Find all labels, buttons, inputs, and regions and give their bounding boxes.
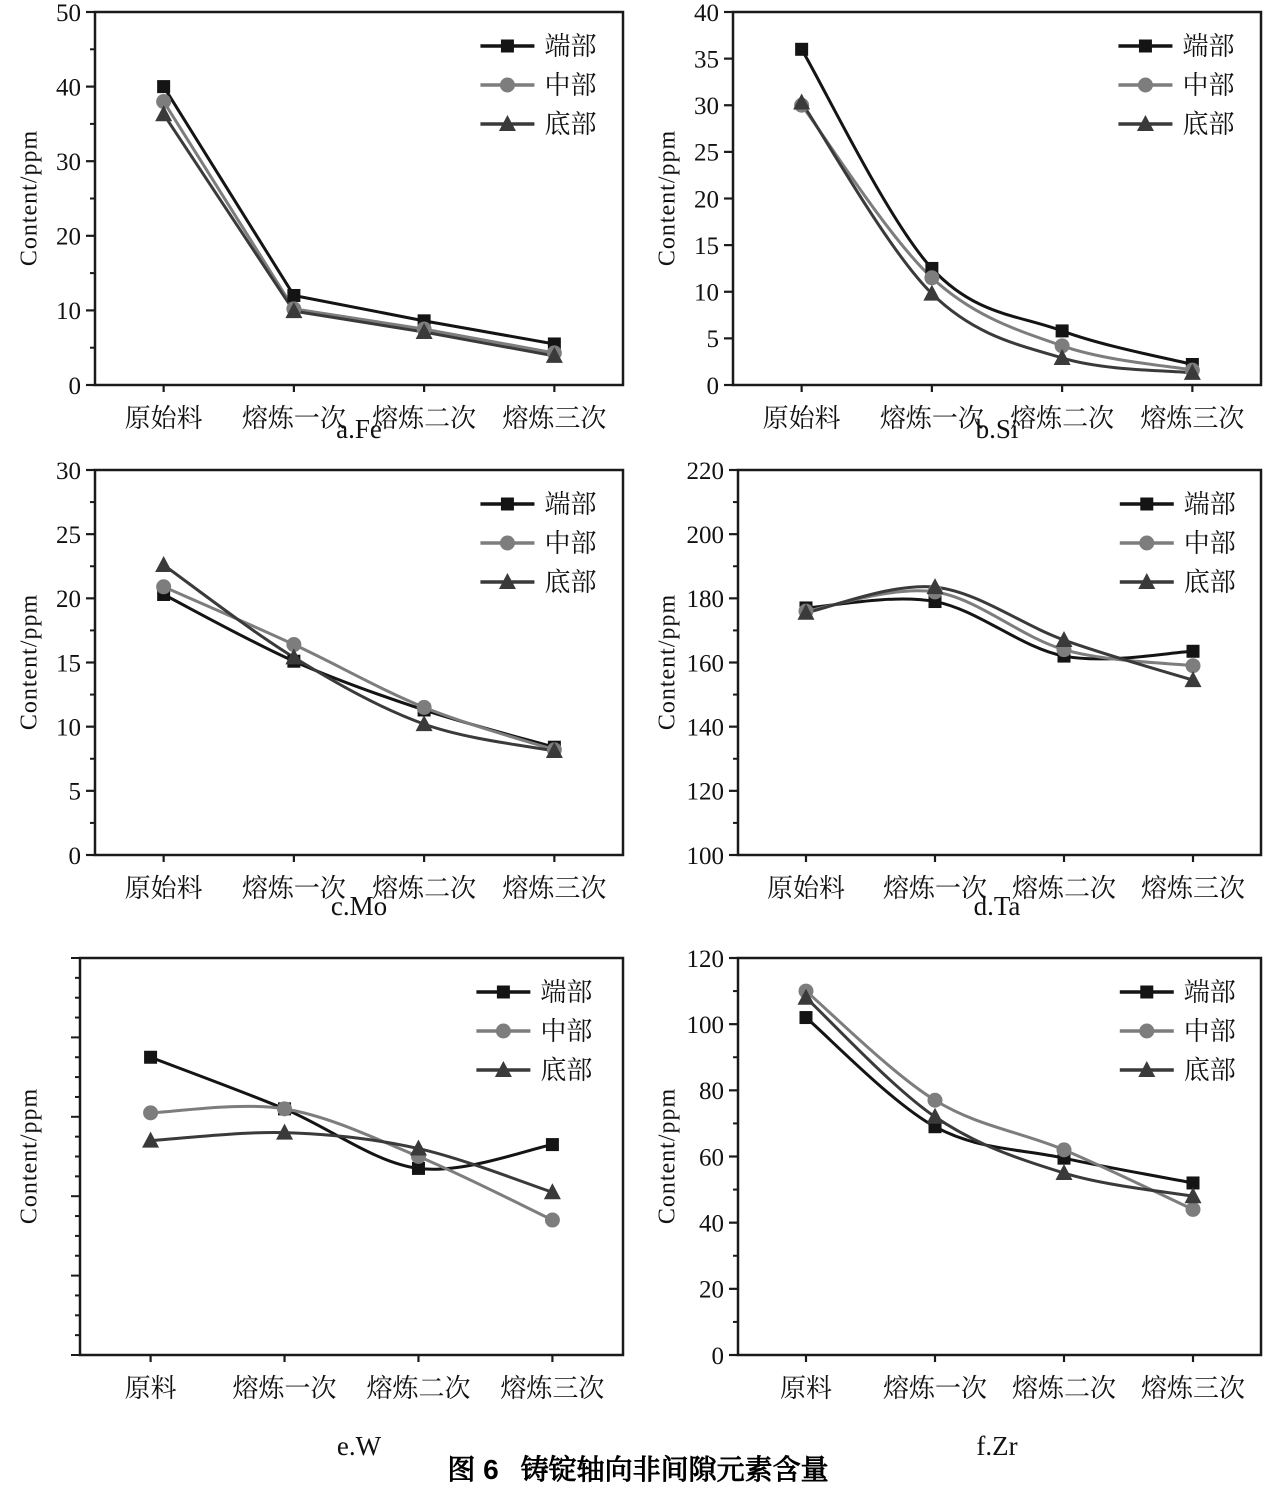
svg-text:中部: 中部 (1183, 529, 1236, 559)
svg-text:熔炼三次: 熔炼三次 (1141, 874, 1246, 903)
y-axis-title-d: Content/ppm (654, 593, 681, 731)
svg-text:底部: 底部 (544, 568, 597, 598)
svg-text:中部: 中部 (544, 529, 597, 559)
subcaption-a: a.Fe (336, 414, 382, 444)
svg-text:原始料: 原始料 (766, 874, 845, 903)
svg-text:30: 30 (56, 148, 81, 176)
svg-text:原料: 原料 (779, 1374, 832, 1403)
svg-text:5: 5 (68, 778, 81, 806)
svg-text:中部: 中部 (540, 1017, 593, 1047)
svg-text:底部: 底部 (544, 110, 597, 140)
svg-text:熔炼一次: 熔炼一次 (232, 1374, 337, 1403)
subcaption-e: e.W (336, 1431, 382, 1461)
svg-text:熔炼一次: 熔炼一次 (882, 1374, 988, 1403)
subcaption-c: c.Mo (330, 891, 388, 921)
y-axis-title-c: Content/ppm (16, 593, 43, 731)
subcaption-f: f.Zr (976, 1431, 1018, 1461)
svg-text:10: 10 (56, 714, 81, 742)
chart-b-si (638, 0, 1276, 450)
svg-text:熔炼二次: 熔炼二次 (366, 1374, 471, 1403)
chart-c-mo (0, 450, 638, 930)
svg-text:0: 0 (68, 842, 81, 870)
svg-text:40: 40 (694, 0, 719, 27)
svg-text:25: 25 (694, 139, 719, 167)
svg-text:20: 20 (694, 186, 719, 214)
svg-text:熔炼一次: 熔炼一次 (879, 404, 984, 433)
subcaption-d: d.Ta (973, 891, 1021, 921)
svg-text:原始料: 原始料 (762, 404, 841, 433)
svg-text:底部: 底部 (540, 1056, 593, 1086)
y-axis-title-a: Content/ppm (16, 129, 43, 267)
chart-d-ta (638, 450, 1276, 930)
svg-text:熔炼一次: 熔炼一次 (882, 874, 988, 903)
svg-text:0: 0 (711, 1342, 724, 1370)
svg-text:端部: 端部 (544, 32, 597, 62)
svg-text:120: 120 (686, 778, 724, 806)
svg-text:15: 15 (694, 232, 719, 260)
svg-text:原始料: 原始料 (124, 404, 203, 433)
svg-text:端部: 端部 (540, 978, 593, 1008)
svg-text:10: 10 (56, 298, 81, 326)
chart-e-w-canvas (0, 930, 638, 1491)
chart-a-fe (0, 0, 638, 450)
figure-number: 图 6 (447, 1454, 499, 1485)
svg-text:80: 80 (699, 1078, 724, 1106)
svg-text:熔炼二次: 熔炼二次 (372, 874, 477, 903)
svg-text:端部: 端部 (1183, 490, 1236, 520)
svg-text:180: 180 (686, 586, 724, 614)
svg-text:熔炼二次: 熔炼二次 (372, 404, 477, 433)
svg-text:熔炼三次: 熔炼三次 (1141, 1374, 1246, 1403)
chart-e-w (0, 930, 638, 1491)
y-axis-title-e: Content/ppm (16, 1087, 43, 1225)
svg-text:60: 60 (699, 1144, 724, 1172)
svg-text:中部: 中部 (544, 71, 597, 101)
svg-text:20: 20 (56, 223, 81, 251)
svg-text:中部: 中部 (1183, 1017, 1236, 1047)
y-axis-title-f: Content/ppm (654, 1087, 681, 1225)
svg-text:底部: 底部 (1182, 110, 1235, 140)
svg-text:40: 40 (56, 74, 81, 102)
svg-text:熔炼二次: 熔炼二次 (1010, 404, 1115, 433)
svg-text:原料: 原料 (124, 1374, 177, 1403)
svg-text:15: 15 (56, 650, 81, 678)
svg-text:30: 30 (694, 93, 719, 120)
chart-d-ta-canvas (638, 450, 1276, 930)
chart-c-mo-canvas (0, 450, 638, 930)
svg-text:0: 0 (68, 372, 81, 400)
svg-text:220: 220 (686, 457, 724, 485)
svg-text:25: 25 (56, 521, 81, 549)
svg-text:10: 10 (694, 279, 719, 307)
chart-a-fe-canvas (0, 0, 638, 450)
figure-caption (0, 1448, 1276, 1488)
chart-f-zr-canvas (638, 930, 1276, 1491)
svg-text:熔炼三次: 熔炼三次 (1140, 404, 1245, 433)
figure-title: 铸锭轴向非间隙元素含量 (520, 1454, 829, 1485)
svg-text:30: 30 (56, 457, 81, 485)
svg-text:熔炼一次: 熔炼一次 (241, 874, 346, 903)
svg-text:40: 40 (699, 1210, 724, 1238)
subcaption-b: b.Si (975, 414, 1019, 444)
svg-text:原始料: 原始料 (124, 874, 203, 903)
svg-text:35: 35 (694, 46, 719, 74)
svg-text:熔炼二次: 熔炼二次 (1011, 874, 1117, 903)
svg-text:5: 5 (706, 326, 719, 354)
svg-text:端部: 端部 (544, 490, 597, 520)
svg-text:熔炼一次: 熔炼一次 (241, 404, 346, 433)
svg-text:端部: 端部 (1182, 32, 1235, 62)
svg-text:50: 50 (56, 0, 81, 27)
chart-b-si-canvas (638, 0, 1276, 450)
svg-text:端部: 端部 (1183, 978, 1236, 1008)
svg-text:200: 200 (686, 521, 724, 549)
svg-text:熔炼三次: 熔炼三次 (500, 1374, 605, 1403)
svg-text:中部: 中部 (1182, 71, 1235, 101)
svg-text:底部: 底部 (1183, 1056, 1236, 1086)
svg-text:0: 0 (706, 372, 719, 400)
chart-f-zr (638, 930, 1276, 1491)
svg-text:100: 100 (686, 842, 724, 870)
svg-text:100: 100 (686, 1011, 724, 1039)
svg-text:160: 160 (686, 650, 724, 678)
y-axis-title-b: Content/ppm (654, 129, 681, 267)
svg-text:120: 120 (686, 945, 724, 973)
svg-text:20: 20 (56, 586, 81, 614)
svg-text:20: 20 (699, 1276, 724, 1304)
svg-text:熔炼二次: 熔炼二次 (1011, 1374, 1117, 1403)
svg-text:底部: 底部 (1183, 568, 1236, 598)
svg-text:140: 140 (686, 714, 724, 742)
svg-text:熔炼三次: 熔炼三次 (502, 874, 607, 903)
svg-text:熔炼三次: 熔炼三次 (502, 404, 607, 433)
